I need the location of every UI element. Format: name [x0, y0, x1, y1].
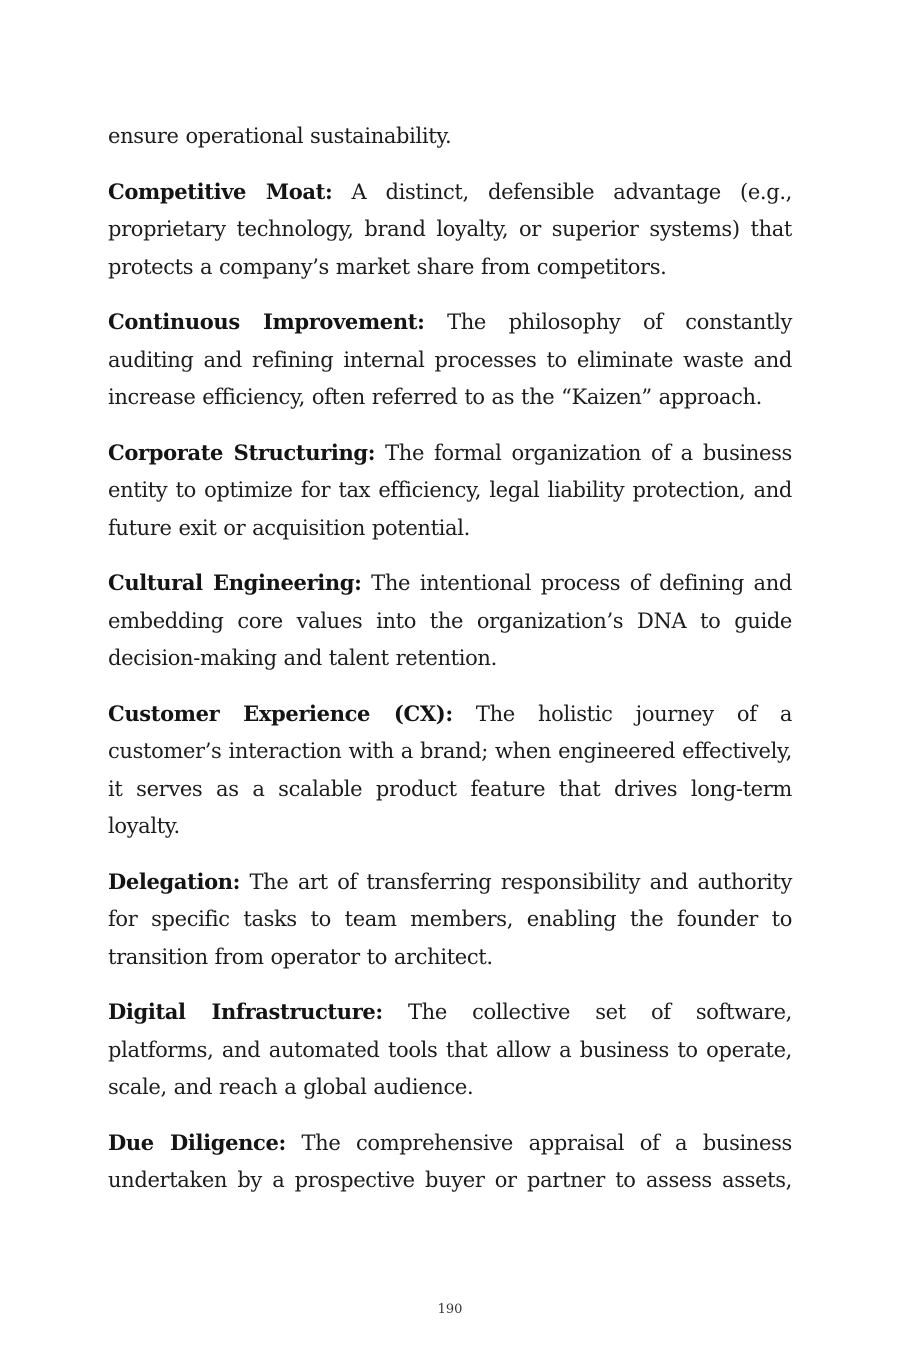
glossary-definition: A distinct, defensible advantage (e.g., proprietary technology, brand loyalty, or superior systems) that protects a company’s market share from competitors. — [108, 179, 792, 279]
glossary-entry-customer-experience — [108, 695, 792, 846]
glossary-entry-due-diligence — [108, 1124, 792, 1200]
glossary-term: Cultural Engineering: — [108, 570, 362, 595]
glossary-page-body — [108, 118, 792, 1217]
glossary-definition: The formal organization of a business entity to optimize for tax efficiency, legal liability protection, and future exit or acquisition potential. — [108, 440, 792, 540]
page-number: 190 — [437, 1302, 463, 1317]
glossary-entry-delegation — [108, 863, 792, 977]
glossary-definition: The intentional process of defining and embedding core values into the organization’s DNA to guide decision-making and talent retention. — [108, 571, 792, 670]
glossary-definition: The art of transferring responsibility and authority for specific tasks to team members, enabling the founder to transition from operator to architect. — [108, 869, 792, 969]
glossary-term: Delegation: — [108, 868, 241, 894]
glossary-term: Digital Infrastructure: — [108, 999, 383, 1024]
glossary-term: Due Diligence: — [108, 1129, 286, 1155]
glossary-entry-corporate-structuring — [108, 434, 792, 548]
glossary-term: Competitive Moat: — [108, 178, 333, 204]
glossary-term: Corporate Structuring: — [108, 439, 376, 465]
glossary-entry-competitive-moat — [108, 173, 792, 287]
glossary-entry-digital-infrastructure — [108, 993, 792, 1107]
glossary-term: Continuous Improvement: — [108, 309, 425, 334]
glossary-definition: The holistic journey of a customer’s interaction with a brand; when engineered effectively, it serves as a scalable product feature that drives long-term loyalty. — [108, 701, 792, 838]
glossary-definition: The comprehensive appraisal of a business undertaken by a prospective buyer or partner to assess assets, — [108, 1130, 792, 1192]
glossary-entry-continuous-improvement — [108, 303, 792, 417]
glossary-entry-cultural-engineering — [108, 564, 792, 678]
glossary-term: Customer Experience (CX): — [108, 700, 453, 726]
glossary-definition: The collective set of software, platforms, and automated tools that allow a business to operate, scale, and reach a global audience. — [108, 1000, 792, 1099]
glossary-definition: The philosophy of constantly auditing and refining internal processes to eliminate waste and increase efficiency, often referred to as the “Kaizen” approach. — [108, 310, 792, 409]
continuation-text: ensure operational sustainability. — [108, 124, 452, 148]
